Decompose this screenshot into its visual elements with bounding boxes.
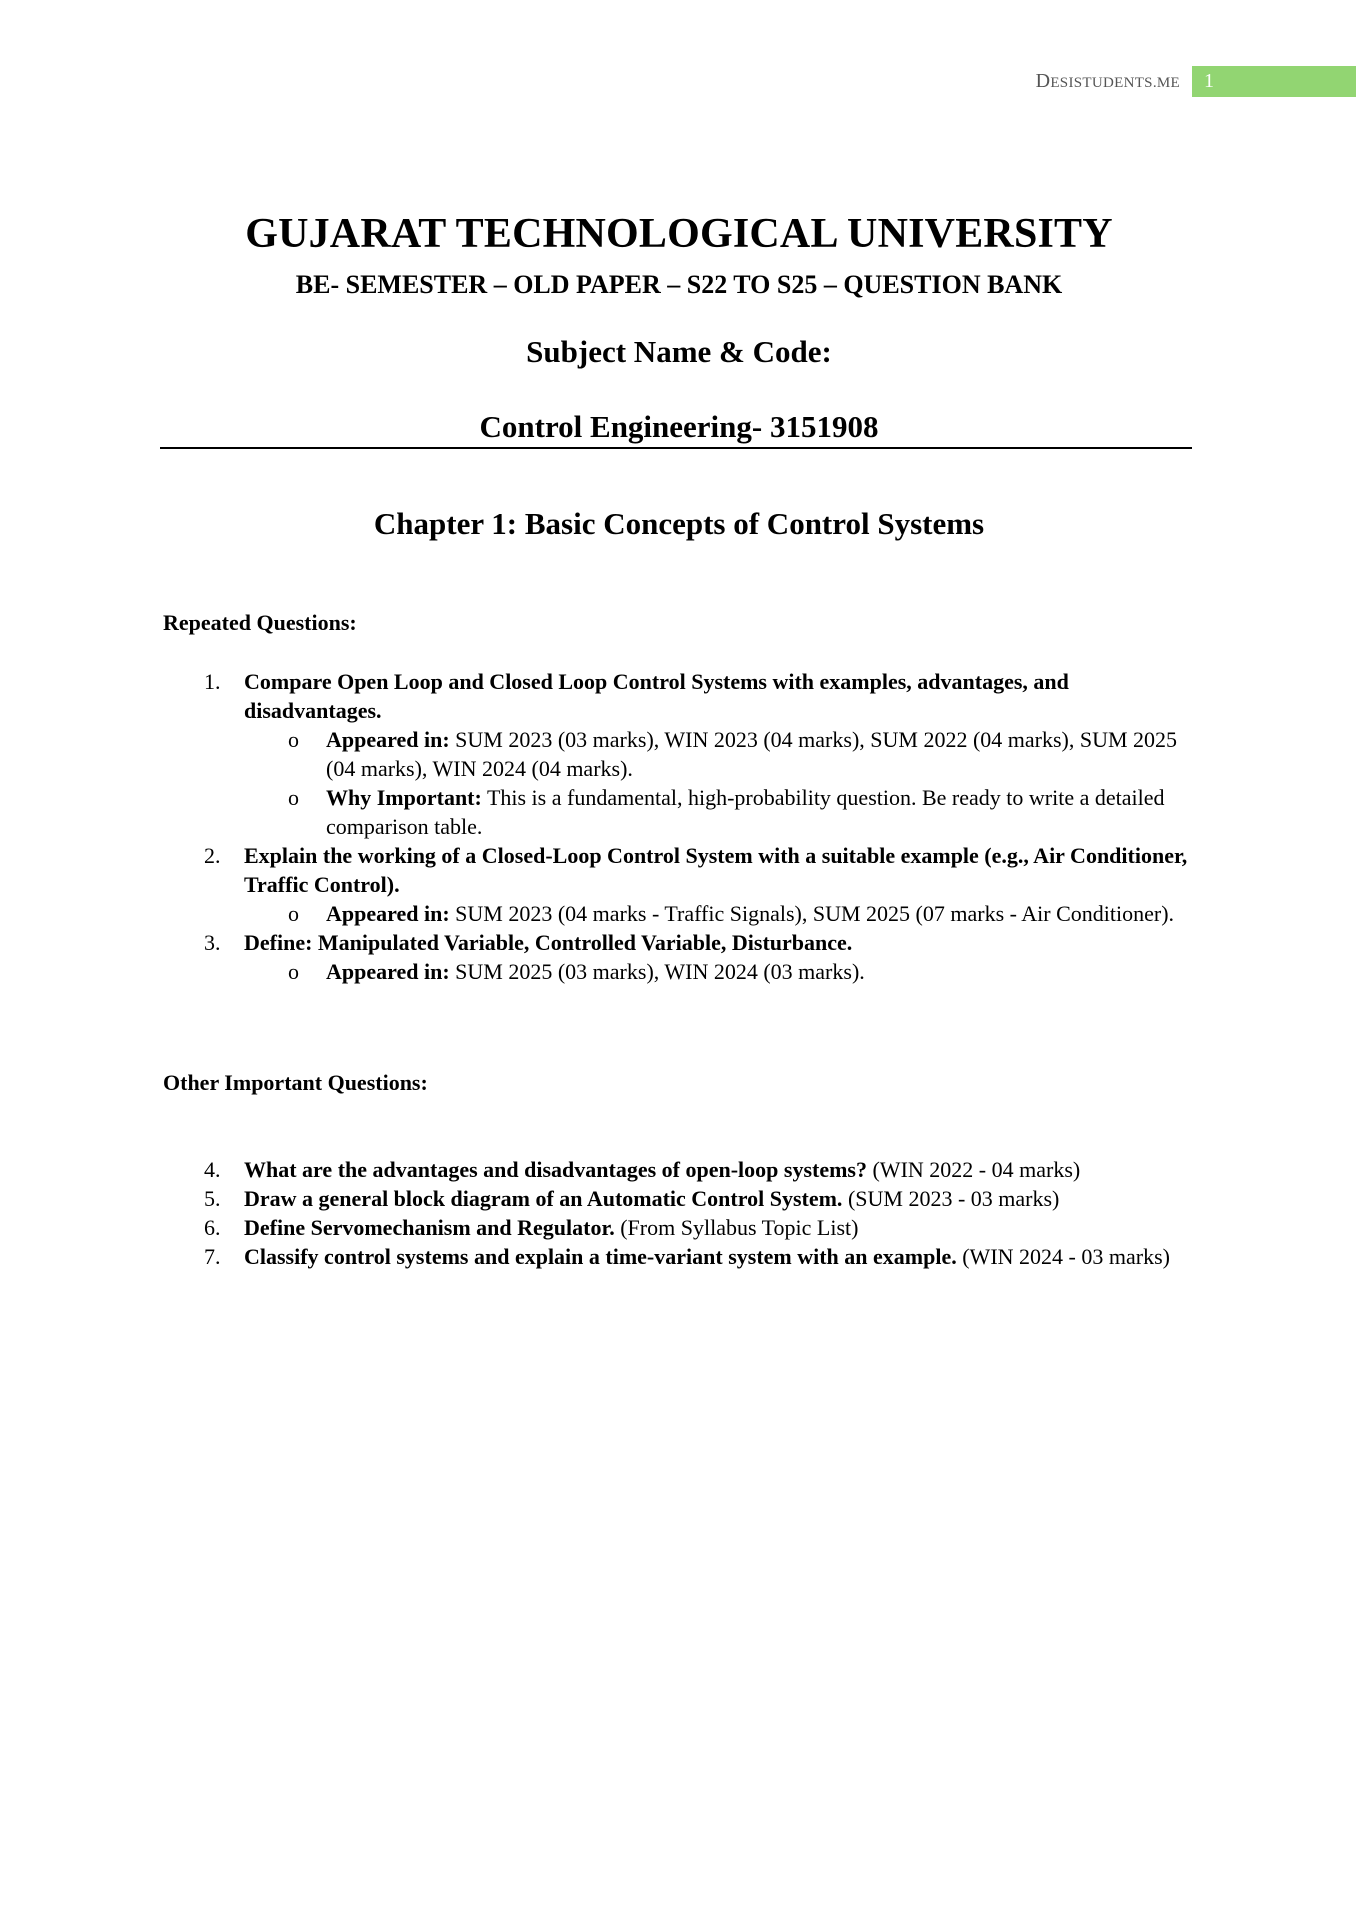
page-number: 1 — [1192, 66, 1356, 97]
site-dot: . — [1152, 75, 1157, 91]
subject-label: Subject Name & Code: — [526, 334, 832, 369]
question-item — [0, 667, 1358, 725]
detail-text: SUM 2023 (03 marks), WIN 2023 (04 marks), SUM 2022 (04 marks), SUM 2025 (04 marks), WIN 2024 (04 marks). — [326, 727, 1178, 781]
question-text: Draw a general block diagram of an Automatic Control System. — [244, 1186, 843, 1211]
question-number: 5. — [204, 1186, 221, 1211]
question-number: 7. — [204, 1244, 221, 1269]
site-suffix: ME — [1156, 75, 1180, 91]
question-source: (WIN 2022 - 04 marks) — [866, 1157, 1081, 1182]
question-item — [0, 928, 1358, 957]
bullet-marker: o — [288, 785, 299, 810]
question-text: Define Servomechanism and Regulator. — [244, 1215, 615, 1240]
question-text: Define: Manipulated Variable, Controlled Variable, Disturbance. — [244, 930, 853, 955]
detail-label: Appeared in: — [326, 901, 450, 926]
question-number: 1. — [204, 669, 221, 694]
question-text: Compare Open Loop and Closed Loop Control Systems with examples, advantages, and disadvantages. — [244, 669, 1069, 723]
question-item — [0, 1155, 1358, 1184]
subject-value: Control Engineering- 3151908 — [479, 409, 879, 444]
question-number: 6. — [204, 1215, 221, 1240]
site-rest: ESISTUDENTS — [1050, 75, 1153, 91]
chapter-heading: Chapter 1: Basic Concepts of Control Systems — [373, 506, 985, 541]
question-item — [0, 841, 1358, 899]
detail-text: SUM 2023 (04 marks - Traffic Signals), SUM 2025 (07 marks - Air Conditioner). — [449, 901, 1175, 926]
document-subtitle: BE- SEMESTER – OLD PAPER – S22 TO S25 – QUESTION BANK — [295, 270, 1063, 299]
question-source: (SUM 2023 - 03 marks) — [842, 1186, 1060, 1211]
question-text: Classify control systems and explain a time-variant system with an example. — [244, 1244, 957, 1269]
detail-text: This is a fundamental, high-probability question. Be ready to write a detailed comparison table. — [326, 785, 1165, 839]
detail-label: Appeared in: — [326, 959, 450, 984]
question-number: 4. — [204, 1157, 221, 1182]
question-text: What are the advantages and disadvantages of open-loop systems? — [244, 1157, 867, 1182]
bullet-marker: o — [288, 727, 299, 752]
question-detail — [0, 783, 1358, 841]
question-source: (From Syllabus Topic List) — [614, 1215, 859, 1240]
other-questions-heading: Other Important Questions: — [163, 1070, 428, 1095]
header-site-name — [960, 70, 1180, 93]
question-detail — [0, 957, 1358, 986]
question-number: 2. — [204, 843, 221, 868]
bullet-marker: o — [288, 901, 299, 926]
question-detail — [0, 725, 1358, 783]
question-number: 3. — [204, 930, 221, 955]
detail-label: Why Important: — [326, 785, 482, 810]
repeated-questions-heading: Repeated Questions: — [163, 610, 357, 635]
bullet-marker: o — [288, 959, 299, 984]
question-source: (WIN 2024 - 03 marks) — [956, 1244, 1170, 1269]
other-questions-list — [0, 1155, 1358, 1271]
question-item — [0, 1242, 1358, 1271]
horizontal-rule — [160, 447, 1192, 449]
repeated-questions-list — [0, 667, 1358, 986]
detail-text: SUM 2025 (03 marks), WIN 2024 (03 marks). — [449, 959, 865, 984]
question-item — [0, 1184, 1358, 1213]
site-initial: D — [1035, 70, 1051, 92]
question-item — [0, 1213, 1358, 1242]
document-title: GUJARAT TECHNOLOGICAL UNIVERSITY — [245, 211, 1113, 257]
detail-label: Appeared in: — [326, 727, 450, 752]
question-detail — [0, 899, 1358, 928]
question-text: Explain the working of a Closed-Loop Control System with a suitable example (e.g., Air Conditioner, Traffic Control). — [244, 843, 1188, 897]
